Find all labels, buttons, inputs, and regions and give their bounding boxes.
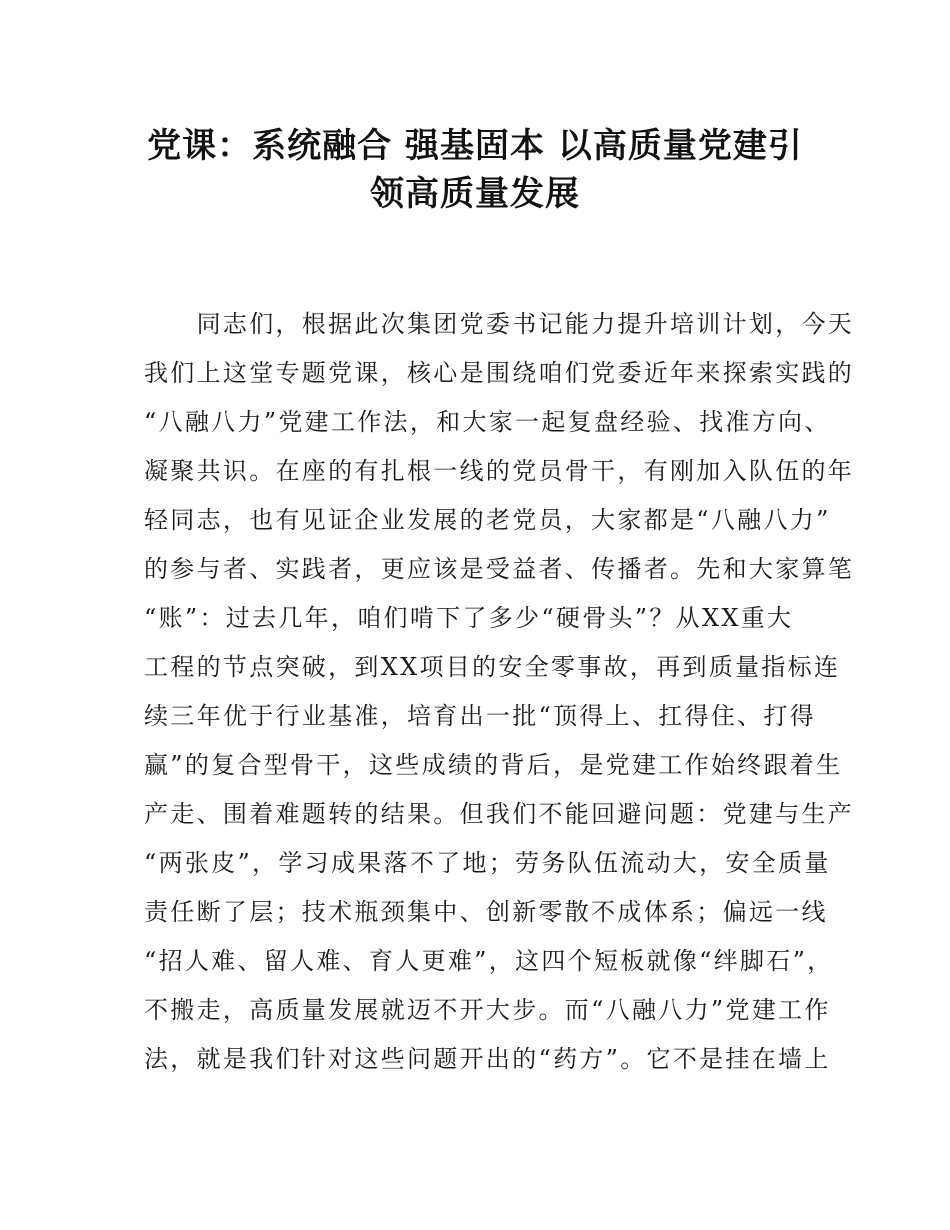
body-line: “招人难、留人难、育人更难”，这四个短板就像“绊脚石”， [144, 947, 834, 975]
body-line: “八融八力”党建工作法，和大家一起复盘经验、找准方向、 [144, 408, 831, 436]
body-line: 轻同志，也有见证企业发展的老党员，大家都是“八融八力” [144, 506, 831, 534]
body-line: 同志们，根据此次集团党委书记能力提升培训计划，今天 [144, 310, 855, 338]
body-line: 工程的节点突破，到XX项目的安全零事故，再到质量指标连 [144, 653, 841, 681]
body-line: 凝聚共识。在座的有扎根一线的党员骨干，有刚加入队伍的年 [144, 457, 855, 485]
body-line: 不搬走，高质量发展就迈不开大步。而“八融八力”党建工作 [144, 996, 831, 1024]
document-title-line-1: 党课：系统融合 强基固本 以高质量党建引 [147, 126, 803, 166]
body-line: 赢”的复合型骨干，这些成绩的背后，是党建工作始终跟着生 [144, 751, 843, 779]
document-title-line-2: 领高质量发展 [370, 174, 580, 214]
body-line: “账”：过去几年，咱们啃下了多少“硬骨头”？从XX重大 [144, 604, 794, 632]
body-line: 责任断了层；技术瓶颈集中、创新零散不成体系；偏远一线 [144, 898, 828, 926]
body-line: “两张皮”，学习成果落不了地；劳务队伍流动大，安全质量 [144, 849, 831, 877]
body-line: 产走、围着难题转的结果。但我们不能回避问题：党建与生产 [144, 800, 855, 828]
body-line: 我们上这堂专题党课，核心是围绕咱们党委近年来探索实践的 [144, 359, 855, 387]
body-line: 续三年优于行业基准，培育出一批“顶得上、扛得住、打得 [144, 702, 817, 730]
body-line: 的参与者、实践者，更应该是受益者、传播者。先和大家算笔 [144, 555, 855, 583]
body-line: 法，就是我们针对这些问题开出的“药方”。它不是挂在墙上 [144, 1045, 831, 1073]
